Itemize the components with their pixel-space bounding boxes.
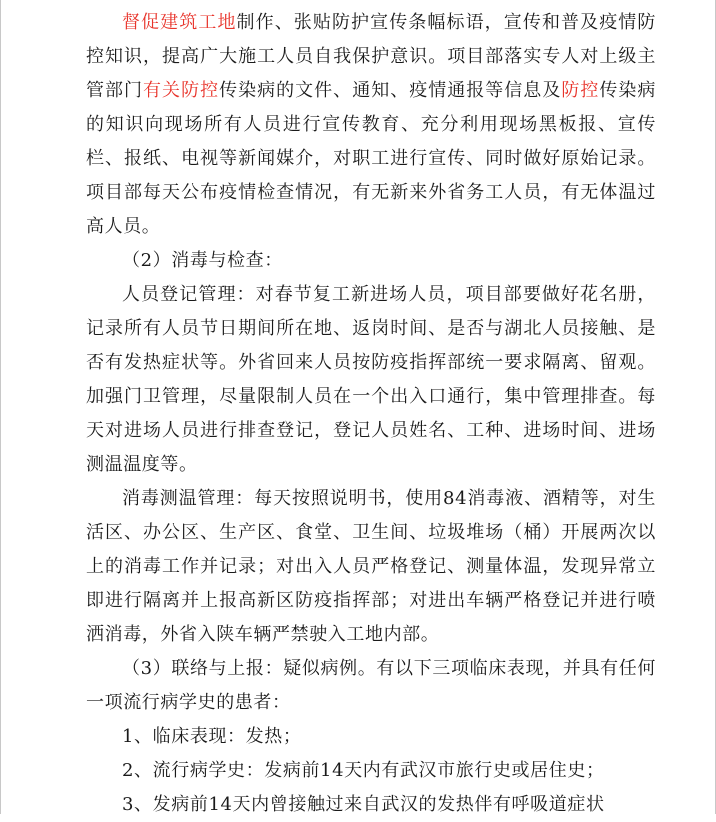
document-body (86, 6, 656, 822)
section-heading-disinfection: （2）消毒与检查： (122, 250, 283, 271)
left-margin-line (0, 0, 1, 814)
highlight-text: 有关防控 (143, 80, 220, 101)
paragraph-text: 传染病的知识向现场所有人员进行宣传教育、充分利用现场黑板报、宣传栏、报纸、电视等新闻媒介，对职工进行宣传、同时做好原始记录。项目部每天公布疫情检查情况，有无新来外省务工人员，有无体温过高人员。 (86, 80, 656, 237)
paragraph-publicity (86, 6, 656, 244)
paragraph-disinfection-temperature: 消毒测温管理：每天按照说明书，使用84消毒液、酒精等，对生活区、办公区、生产区、食堂、卫生间、垃圾堆场（桶）开展两次以上的消毒工作并记录；对出入人员严格登记、测量体温，发现异常立即进行隔离并上报高新区防疫指挥部；对进出车辆严格登记并进行喷洒消毒，外省入陕车辆严禁驶入工地内部。 (86, 488, 656, 645)
list-item: 3、发病前14天内曾接触过来自武汉的发热伴有呼吸道症状 (122, 794, 605, 815)
paragraph-text: 传染病的文件、通知、疫情通报等信息及 (219, 80, 562, 101)
highlight-text: 防控 (561, 80, 600, 101)
highlight-text: 督促建筑工地 (122, 12, 237, 33)
section-heading-reporting: （3）联络与上报：疑似病例。有以下三项临床表现，并具有任何一项流行病学史的患者： (86, 658, 656, 713)
paragraph-text: 制作、张贴防护宣传条幅标语，宣传和普及疫情防控知识，提高广大施工人员自我保护意识。项目部落实专人对上级主管部门 (86, 12, 656, 101)
list-item: 2、流行病学史：发病前14天内有武汉市旅行史或居住史； (122, 760, 605, 781)
list-item: 1、临床表现：发热； (122, 726, 302, 747)
paragraph-personnel-registration: 人员登记管理：对春节复工新进场人员，项目部要做好花名册，记录所有人员节日期间所在地、返岗时间、是否与湖北人员接触、是否有发热症状等。外省回来人员按防疫指挥部统一要求隔离、留观。加强门卫管理，尽量限制人员在一个出入口通行，集中管理排查。每天对进场人员进行排查登记，登记人员姓名、工种、进场时间、进场测温温度等。 (86, 284, 656, 475)
